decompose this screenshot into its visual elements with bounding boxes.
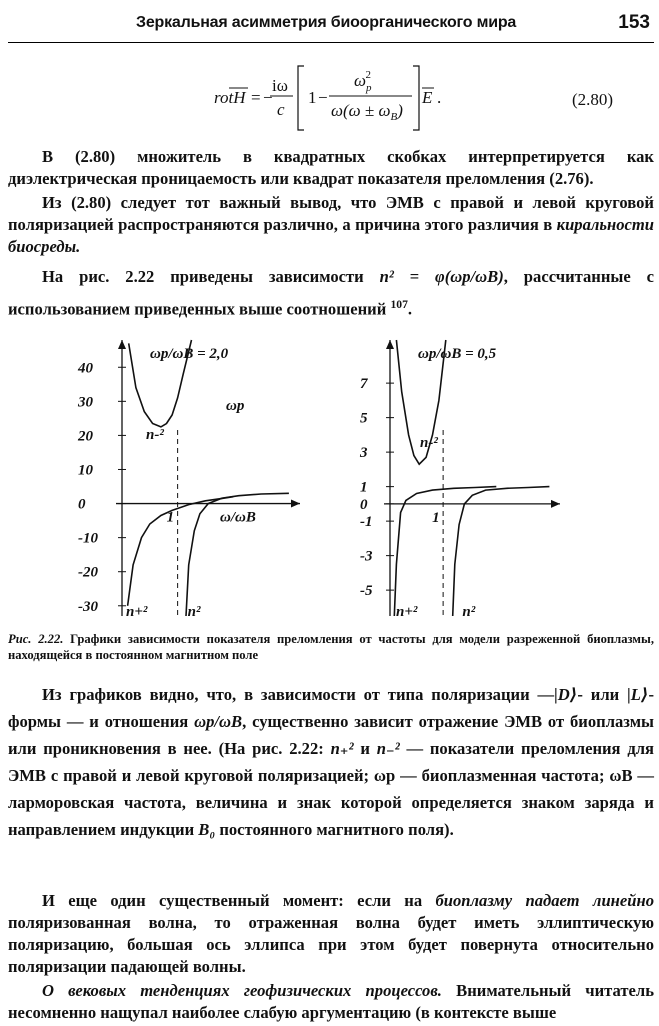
right-chart (359, 340, 560, 620)
left-x-tick-1: 1 (166, 509, 175, 526)
paragraph-5: И еще один существенный момент: если на биоплазму падает линейно поляризованная волна, то отраженная волна будет иметь эллиптическую поляризацию, большая ось эллипса при этом будет повернута относительно поляризации падающей волны. (8, 891, 654, 976)
left-curve-n-plus (128, 497, 234, 606)
paragraph-4: Из графиков видно, что, в зависимости от типа поляризации —|D⟩- или |L⟩-формы — и отношения ωp/ωB, существенно зависит отражение ЭМВ от биоплазмы или проникновения в нее. (На рис. 2.22: n₊² и n₋² — показатели преломления для ЭМВ с правой и левой круговой поляризацией; ωp — биоплазменная частота; ωB — ларморовская частота, величина и знак которой определяется знаком заряда и направлением индукции B₀ постоянного магнитного поля). (8, 685, 655, 839)
r-ytick-label-7: -5 (360, 583, 373, 600)
r-ytick-label-4: 0 (360, 496, 368, 513)
right-label-n-plus: n+² (396, 604, 418, 620)
right-y-ticks (359, 376, 394, 599)
eq-inner-minus: − (318, 88, 328, 107)
right-curve-n-plus (394, 487, 496, 616)
l-ytick-label-7: -30 (78, 598, 98, 615)
left-x-label: ω/ωB (220, 509, 256, 526)
left-y-arrow (118, 340, 126, 349)
right-x-arrow (551, 500, 560, 508)
r-ytick-label-2: 3 (360, 445, 368, 462)
left-chart (77, 340, 300, 620)
right-label-n-minus: n-² (420, 434, 438, 451)
right-x-tick-1: 1 (432, 509, 440, 526)
formula-n2: n² = φ(ωp/ωB) (379, 267, 504, 286)
running-header (8, 4, 654, 43)
eq-left-bracket (298, 66, 304, 130)
left-chart-title: ωp/ωB = 2,0 (150, 346, 229, 362)
figure-caption (8, 631, 654, 663)
reference-mark: 107 (390, 298, 408, 311)
paragraph-1: В (2.80) множитель в квадратных скобках интерпретируется как диэлектрическая проницаемость или квадрат показателя преломления (2.76). (8, 147, 654, 188)
eq-rhs: E (422, 88, 433, 107)
eq-one: 1 (308, 88, 317, 107)
figure-2-22 (70, 336, 570, 622)
equation-number: (2.80) (572, 90, 614, 109)
left-label-n: n² (187, 604, 201, 620)
r-ytick-label-5: -1 (360, 514, 373, 531)
running-title: Зеркальная асимметрия биоорганического мира (136, 14, 517, 31)
eq-right-bracket (413, 66, 419, 130)
l-ytick-label-2: 20 (78, 428, 93, 445)
l-ytick-label-3: 10 (78, 462, 93, 479)
caption-label: Рис. 2.22. (8, 632, 64, 646)
l-ytick-label-0: 40 (78, 360, 93, 377)
l-ytick-label-1: 30 (78, 394, 93, 411)
eq-equals: = (251, 88, 261, 107)
r-ytick-label-0: 7 (360, 376, 368, 393)
left-y-ticks (77, 360, 126, 615)
paragraph-6: О вековых тенденциях геофизических процессов. Внимательный читатель несомненно нащупал наиболее слабую аргументацию (в контексте выше (8, 981, 654, 1022)
left-x-arrow (291, 500, 300, 508)
right-y-arrow (386, 340, 394, 349)
eq-frac-num: $\omega_p2$ (354, 69, 372, 94)
caption-text: Графики зависимости показателя преломления от частоты для модели разреженной биоплазмы, находящейся в постоянном магнитном поле (8, 632, 654, 662)
eq-period: . (437, 88, 442, 107)
eq-frac-den: $\omega(\omega \pm \omega_B)$ (331, 101, 403, 123)
equation-2-80 (0, 48, 659, 138)
right-chart-title: ωp/ωB = 0,5 (418, 346, 497, 362)
right-label-n: n² (462, 604, 476, 620)
right-curve-n-right (453, 487, 550, 616)
eq-minus-sign: − (263, 88, 273, 107)
eq-coef-num: iω (272, 76, 288, 95)
l-ytick-label-5: -10 (78, 530, 98, 547)
r-ytick-label-1: 5 (360, 410, 368, 427)
page-number: 153 (618, 12, 650, 33)
eq-coef-den: c (277, 100, 285, 119)
l-ytick-label-6: -20 (78, 564, 98, 581)
paragraph-2: Из (2.80) следует тот важный вывод, что ЭМВ с правой и левой круговой поляризацией распространяются различно, а причина этого различия в киральности биосреды. (8, 193, 655, 256)
r-ytick-label-3: 1 (360, 479, 368, 496)
left-label-n-minus: n-² (146, 426, 164, 443)
paragraph-3: На рис. 2.22 приведены зависимости n² = φ(ωp/ωB), рассчитанные с использованием приведенных выше соотношений $^{107}$. (8, 267, 654, 319)
l-ytick-label-4: 0 (78, 496, 86, 513)
left-label-n-plus: n+² (126, 604, 148, 620)
left-annotation-wp: ωp (226, 398, 245, 414)
eq-lhs: rotH (214, 88, 246, 107)
r-ytick-label-6: -3 (360, 548, 373, 565)
